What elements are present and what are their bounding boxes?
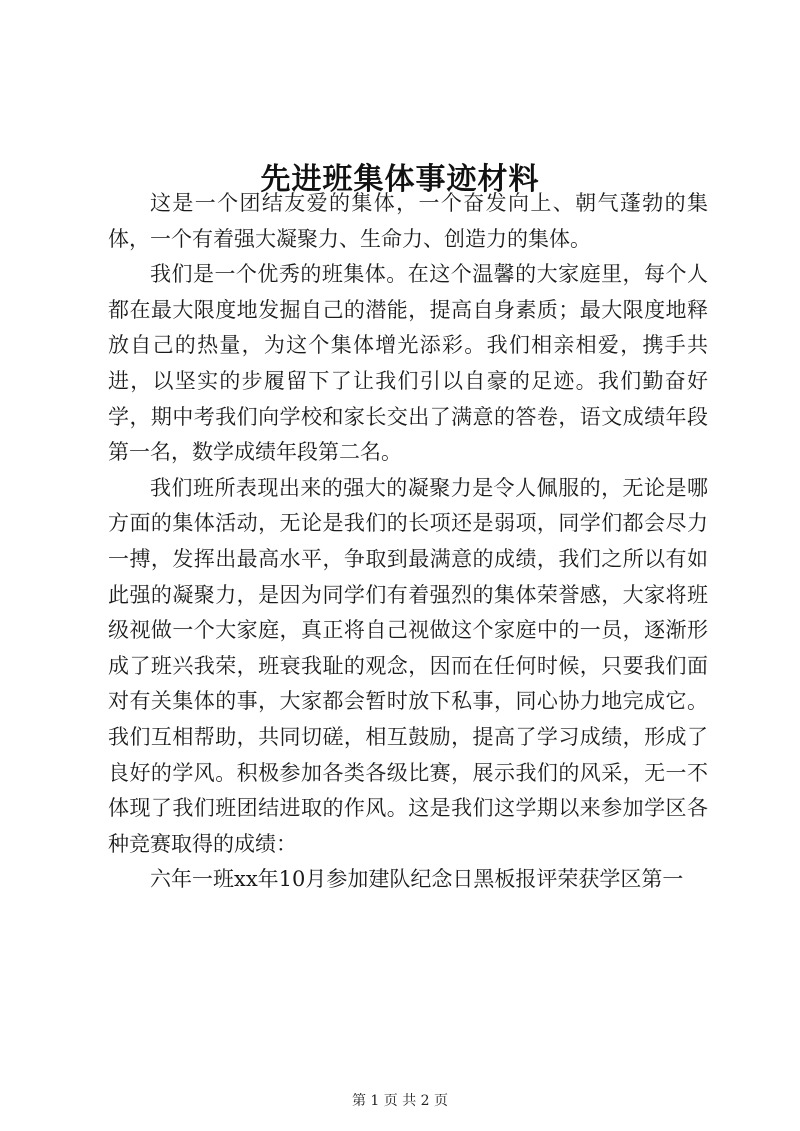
paragraph-excellent-class: 我们是一个优秀的班集体。在这个温馨的大家庭里，每个人都在最大限度地发掘自己的潜能，提高自身素质；最大限度地释放自己的热量，为这个集体增光添彩。我们相亲相爱，携手共进，以坚实的步履留下了让我们引以自豪的足迹。我们勤奋好学，期中考我们向学校和家长交出了满意的答卷，语文成绩年段第一名，数学成绩年段第二名。 bbox=[108, 262, 708, 465]
document-title: 先进班集体事迹材料 bbox=[260, 162, 540, 198]
document-body bbox=[108, 186, 708, 898]
paragraph-cohesion: 我们班所表现出来的强大的凝聚力是令人佩服的，无论是哪方面的集体活动，无论是我们的长项还是弱项，同学们都会尽力一搏，发挥出最高水平，争取到最满意的成绩，我们之所以有如此强的凝聚力，是因为同学们有着强烈的集体荣誉感，大家将班级视做一个大家庭，真正将自己视做这个家庭中的一员，逐渐形成了班兴我荣，班衰我耻的观念，因而在任何时候，只要我们面对有关集体的事，大家都会暂时放下私事，同心协力地完成它。我们互相帮助，共同切磋，相互鼓励，提高了学习成绩，形成了良好的学风。积极参加各类各级比赛，展示我们的风采，无一不体现了我们班团结进取的作风。这是我们这学期以来参加学区各种竞赛取得的成绩： bbox=[108, 475, 708, 856]
paragraph-intro: 这是一个团结友爱的集体，一个奋发向上、朝气蓬勃的集体，一个有着强大凝聚力、生命力、创造力的集体。 bbox=[108, 191, 708, 251]
paragraph-awards: 六年一班xx年10月参加建队纪念日黑板报评荣获学区第一 bbox=[150, 867, 684, 892]
page-number-footer: 第 1 页 共 2 页 bbox=[351, 1093, 449, 1109]
